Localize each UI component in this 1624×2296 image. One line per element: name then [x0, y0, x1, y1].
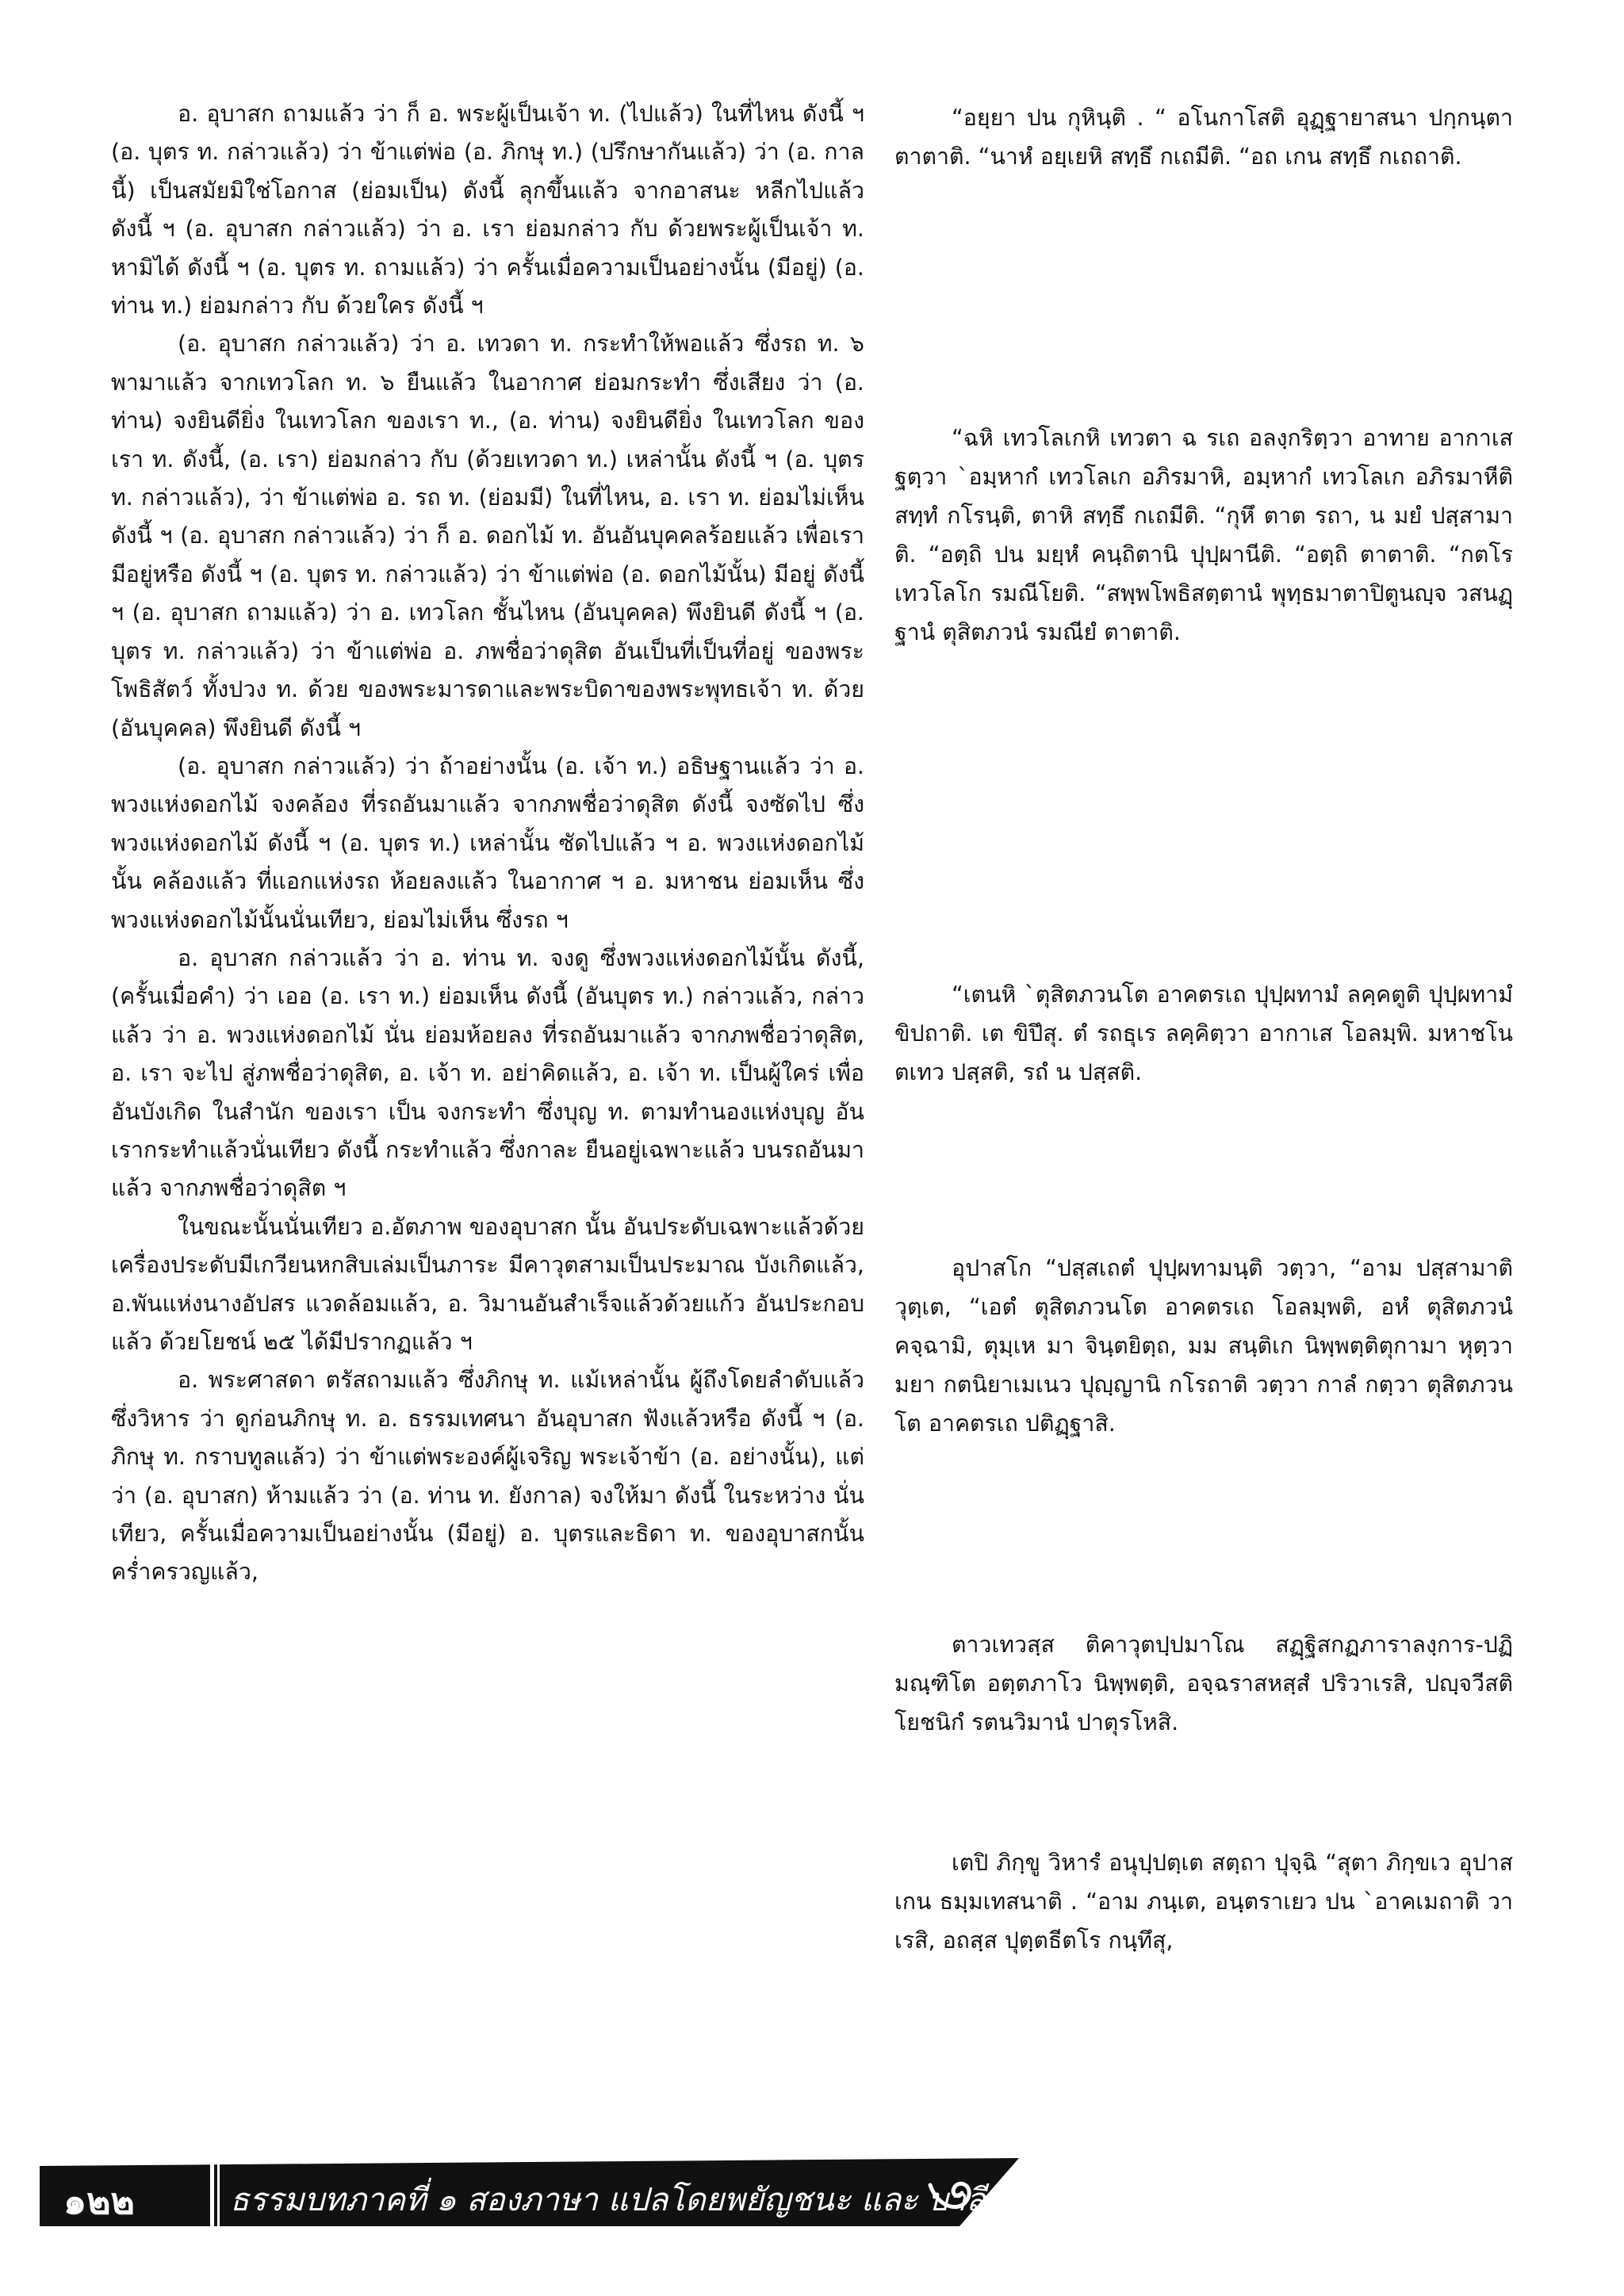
- right-paragraph-6: เตปิ ภิกฺขู วิหารํ อนุปฺปตฺเต สตฺถา ปุจฺฉิ “สุตา ภิกฺขเว อุปาสเกน ธมฺมเทสนาติ . “อาม ภนฺเต, อนฺตราเยว ปน `อาคเมถาติ วาเรสิ, อถสฺส ปุตฺตธีตโร กนฺทึสุ,: [894, 1850, 1513, 1954]
- left-paragraph-1: อ. อุบาสก ถามแล้ว ว่า ก็ อ. พระผู้เป็นเจ้า ท. (ไปแล้ว) ในที่ไหน ดังนี้ ฯ (อ. บุตร ท. กล่าวแล้ว) ว่า ข้าแต่พ่อ (อ. ภิกษุ ท.) (ปรึกษากันแล้ว) ว่า (อ. กาลนี้) เป็นสมัยมิใช่โอกาส (ย่อมเป็น) ดังนี้ ลุกขึ้นแล้ว จากอาสนะ หลีกไปแล้ว ดังนี้ ฯ (อ. อุบาสก กล่าวแล้ว) ว่า อ. เรา ย่อมกล่าว กับ ด้วยพระผู้เป็นเจ้า ท. หามิได้ ดังนี้ ฯ (อ. บุตร ท. ถามแล้ว) ว่า ครั้นเมื่อความเป็นอย่างนั้น (มีอยู่) (อ. ท่าน ท.) ย่อมกล่าว กับ ด้วยใคร ดังนี้ ฯ: [111, 101, 864, 320]
- pali-paragraph-3-block: [894, 975, 1513, 1092]
- pali-paragraph-6-block: [894, 1843, 1513, 1960]
- page-number: ๑๒๒: [63, 2179, 135, 2222]
- right-paragraph-3: “เตนหิ `ตุสิตภวนโต อาคตรเถ ปุปฺผทามํ ลคฺคตูติ ปุปฺผทามํ ขิปถาติ. เต ขิปึสุ. ตํ รถธุเร ลคฺคิตฺวา อากาเส โอลมฺพิ. มหาชโน ตเทว ปสฺสติ, รถํ น ปสฺสติ.: [894, 982, 1513, 1085]
- book-title: ธรรมบทภาคที่ ๑ สองภาษา แปลโดยพยัญชนะ และ บาลี: [230, 2182, 986, 2218]
- pali-paragraph-2-block: [894, 419, 1513, 652]
- page-footer: [40, 2158, 1023, 2229]
- right-paragraph-4: อุปาสโก “ปสฺสเถตํ ปุปฺผทามนฺติ วตฺวา, “อาม ปสฺสามาติ วุตฺเต, “เอตํ ตุสิตภวนโต อาคตรเถ โอลมฺพติ, อหํ ตุสิตภวนํ คจฺฉามิ, ตุมฺเห มา จินฺตยิตฺถ, มม สนฺติเก นิพฺพตฺติตุกามา หุตฺวา มยา กตนิยาเมเนว ปุญฺญานิ กโรถาติ วตฺวา กาลํ กตฺวา ตุสิตภวนโต อาคตรเถ ปติฏฺฐาสิ.: [894, 1255, 1513, 1437]
- left-paragraph-6: อ. พระศาสดา ตรัสถามแล้ว ซึ่งภิกษุ ท. แม้เหล่านั้น ผู้ถึงโดยลำดับแล้ว ซึ่งวิหาร ว่า ดูก่อนภิกษุ ท. อ. ธรรมเทศนา อันอุบาสก ฟังแล้วหรือ ดังนี้ ฯ (อ. ภิกษุ ท. กราบทูลแล้ว) ว่า ข้าแต่พระองค์ผู้เจริญ พระเจ้าข้า (อ. อย่างนั้น), แต่ว่า (อ. อุบาสก) ห้ามแล้ว ว่า (อ. ท่าน ท. ยังกาล) จงให้มา ดังนี้ ในระหว่าง นั่นเทียว, ครั้นเมื่อความเป็นอย่างนั้น (มีอยู่) อ. บุตรและธิดา ท. ของอุบาสกนั้น คร่ำครวญแล้ว,: [111, 1367, 864, 1586]
- pali-paragraph-4-block: [894, 1249, 1513, 1443]
- left-paragraph-4: อ. อุบาสก กล่าวแล้ว ว่า อ. ท่าน ท. จงดู ซึ่งพวงแห่งดอกไม้นั้น ดังนี้, (ครั้นเมื่อคำ) ว่า เออ (อ. เรา ท.) ย่อมเห็น ดังนี้ (อันบุตร ท.) กล่าวแล้ว, กล่าวแล้ว ว่า อ. พวงแห่งดอกไม้ นั่น ย่อมห้อยลง ที่รถอันมาแล้ว จากภพชื่อว่าดุสิต, อ. เรา จะไป สู่ภพชื่อว่าดุสิต, อ. เจ้า ท. อย่าคิดแล้ว, อ. เจ้า ท. เป็นผู้ใคร่ เพื่ออันบังเกิด ในสำนัก ของเรา เป็น จงกระทำ ซึ่งบุญ ท. ตามทำนองแห่งบุญ อันเรากระทำแล้วนั่นเทียว ดังนี้ กระทำแล้ว ซึ่งกาละ ยืนอยู่เฉพาะแล้ว บนรถอันมาแล้ว จากภพชื่อว่าดุสิต ฯ: [111, 944, 864, 1202]
- right-paragraph-5: ตาวเทวสฺส ติคาวุตปฺปมาโณ สฏฺฐิสกฏภาราลงฺการ-ปฏิมณฺฑิโต อตฺตภาโว นิพฺพตฺติ, อจฺฉราสหสฺสํ ปริวาเรสิ, ปญฺจวีสติโยชนิกํ รตนวิมานํ ปาตุรโหสิ.: [894, 1632, 1513, 1735]
- swirl-ornament-icon: [924, 2168, 979, 2223]
- pali-paragraph-5-block: [894, 1625, 1513, 1742]
- right-paragraph-2: “ฉหิ เทวโลเกหิ เทวตา ฉ รเถ อลงฺกริตฺวา อาทาย อากาเส ฐตฺวา `อมฺหากํ เทวโลเก อภิรมาหิ, อมฺหากํ เทวโลเก อภิรมาหีติ สทฺทํ กโรนฺติ, ตาหิ สทฺธึ กเถมีติ. “กุหึ ตาต รถา, น มยํ ปสฺสามาติ. “อตฺถิ ปน มยฺหํ คนฺถิตานิ ปุปฺผานีติ. “อตฺถิ ตาตาติ. “กตโร เทวโลโก รมณีโยติ. “สพฺพโพธิสตฺตานํ พุทฺธมาตาปิตูนญฺจ วสนฏฺฐานํ ตุสิตภวนํ รมณียํ ตาตาติ.: [894, 425, 1513, 645]
- left-paragraph-3: (อ. อุบาสก กล่าวแล้ว) ว่า ถ้าอย่างนั้น (อ. เจ้า ท.) อธิษฐานแล้ว ว่า อ. พวงแห่งดอกไม้ จงคล้อง ที่รถอันมาแล้ว จากภพชื่อว่าดุสิต ดังนี้ จงซัดไป ซึ่งพวงแห่งดอกไม้ ดังนี้ ฯ (อ. บุตร ท.) เหล่านั้น ซัดไปแล้ว ฯ อ. พวงแห่งดอกไม้นั้น คล้องแล้ว ที่แอกแห่งรถ ห้อยลงแล้ว ในอากาศ ฯ อ. มหาชน ย่อมเห็น ซึ่งพวงแห่งดอกไม้นั้นนั่นเทียว, ย่อมไม่เห็น ซึ่งรถ ฯ: [111, 752, 864, 933]
- thai-translation-column: [111, 95, 864, 1592]
- pali-paragraph-1-block: [894, 98, 1513, 176]
- right-paragraph-1: “อยฺยา ปน กุหินฺติ . “ อโนกาโสติ อุฏฺฐายาสนา ปกฺกนฺตา ตาตาติ. “นาหํ อยฺเยหิ สทฺธึ กเถมีติ. “อถ เกน สทฺธึ กเถถาติ.: [894, 105, 1513, 170]
- left-paragraph-2: (อ. อุบาสก กล่าวแล้ว) ว่า อ. เทวดา ท. กระทำให้พอแล้ว ซึ่งรถ ท. ๖ พามาแล้ว จากเทวโลก ท. ๖ ยืนแล้ว ในอากาศ ย่อมกระทำ ซึ่งเสียง ว่า (อ. ท่าน) จงยินดียิ่ง ในเทวโลก ของเรา ท., (อ. ท่าน) จงยินดียิ่ง ในเทวโลก ของเรา ท. ดังนี้, (อ. เรา) ย่อมกล่าว กับ (ด้วยเทวดา ท.) เหล่านั้น ดังนี้ ฯ (อ. บุตร ท. กล่าวแล้ว), ว่า ข้าแต่พ่อ อ. รถ ท. (ย่อมมี) ในที่ไหน, อ. เรา ท. ย่อมไม่เห็น ดังนี้ ฯ (อ. อุบาสก กล่าวแล้ว) ว่า ก็ อ. ดอกไม้ ท. อันอันบุคคลร้อยแล้ว เพื่อเรา มีอยู่หรือ ดังนี้ ฯ (อ. บุตร ท. กล่าวแล้ว) ว่า ข้าแต่พ่อ (อ. ดอกไม้นั้น) มีอยู่ ดังนี้ ฯ (อ. อุบาสก ถามแล้ว) ว่า อ. เทวโลก ชั้นไหน (อันบุคคล) พึงยินดี ดังนี้ ฯ (อ. บุตร ท. กล่าวแล้ว) ว่า ข้าแต่พ่อ อ. ภพชื่อว่าดุสิต อันเป็นที่เป็นที่อยู่ ของพระโพธิสัตว์ ทั้งปวง ท. ด้วย ของพระมารดาและพระบิดาของพระพุทธเจ้า ท. ด้วย (อันบุคคล) พึงยินดี ดังนี้ ฯ: [111, 331, 864, 741]
- left-paragraph-5: ในขณะนั้นนั่นเทียว อ.อัตภาพ ของอุบาสก นั้น อันประดับเฉพาะแล้วด้วยเครื่องประดับมีเกวียนหกสิบเล่มเป็นภาระ มีคาวุตสามเป็นประมาณ บังเกิดแล้ว, อ.พันแห่งนางอัปสร แวดล้อมแล้ว, อ. วิมานอันสำเร็จแล้วด้วยแก้ว อันประกอบแล้ว ด้วยโยชน์ ๒๕ ได้มีปรากฏแล้ว ฯ: [111, 1213, 864, 1355]
